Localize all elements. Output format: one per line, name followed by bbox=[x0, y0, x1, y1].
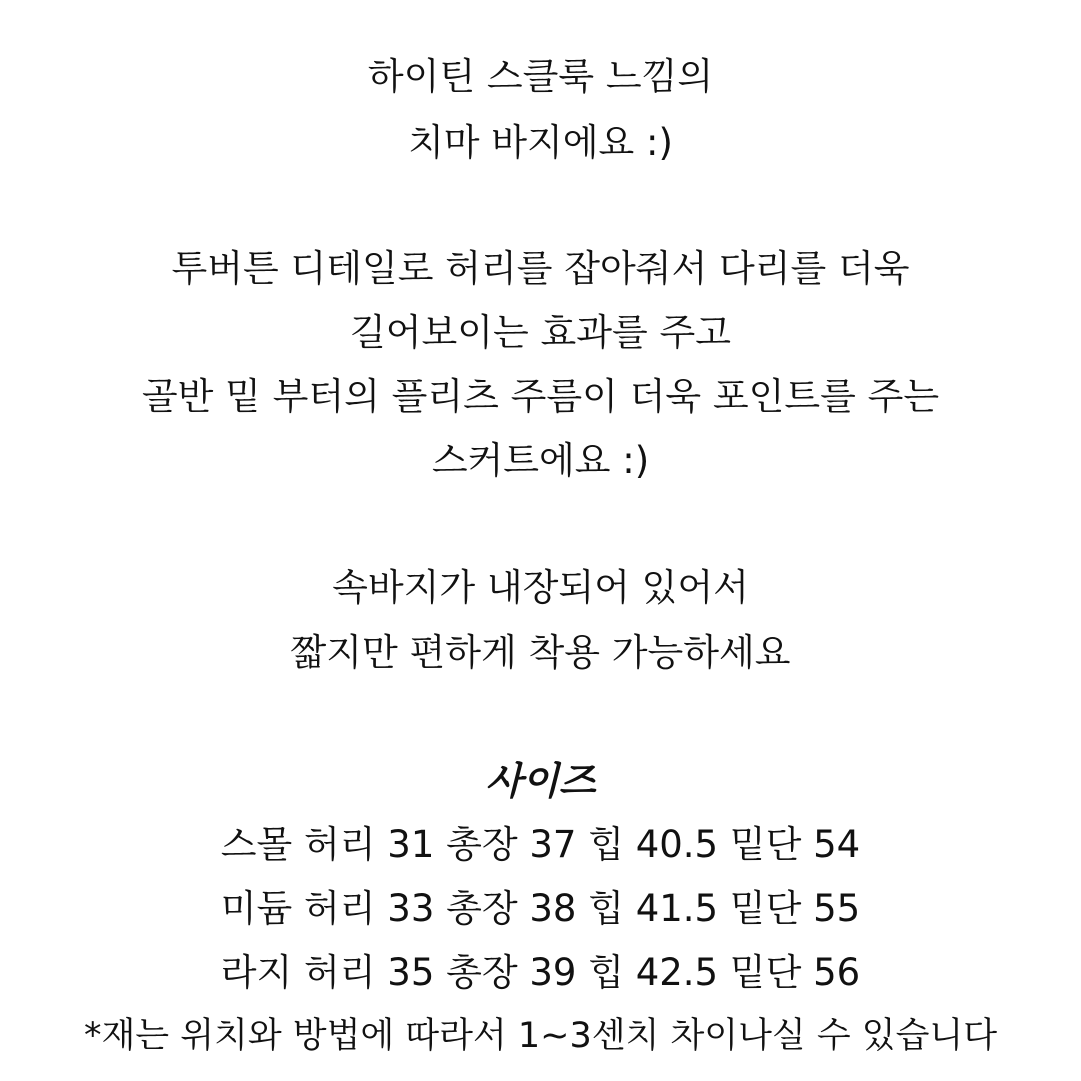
comfort-line-2: 짧지만 편하게 착용 가능하세요 bbox=[290, 631, 791, 674]
measurement-note: *재는 위치와 방법에 따라서 1~3센치 차이나실 수 있습니다 bbox=[83, 1016, 998, 1056]
detail-line-1: 투버튼 디테일로 허리를 잡아줘서 다리를 더욱 bbox=[171, 247, 910, 290]
sizes-title: 사이즈 bbox=[485, 759, 596, 803]
detail-line-4: 스커트에요 :) bbox=[431, 439, 650, 482]
size-row-medium: 미듐 허리 33 총장 38 힙 41.5 밑단 55 bbox=[220, 887, 861, 930]
detail-line-2: 길어보이는 효과를 주고 bbox=[350, 311, 731, 354]
size-row-small: 스몰 허리 31 총장 37 힙 40.5 밑단 54 bbox=[220, 823, 861, 866]
intro-line-1: 하이틴 스클룩 느낌의 bbox=[367, 55, 714, 98]
comfort-line-1: 속바지가 내장되어 있어서 bbox=[332, 566, 749, 609]
detail-line-3: 골반 밑 부터의 플리츠 주름이 더욱 포인트를 주는 bbox=[141, 375, 940, 418]
intro-line-2: 치마 바지에요 :) bbox=[408, 121, 673, 164]
size-row-large: 라지 허리 35 총장 39 힙 42.5 밑단 56 bbox=[220, 951, 861, 994]
